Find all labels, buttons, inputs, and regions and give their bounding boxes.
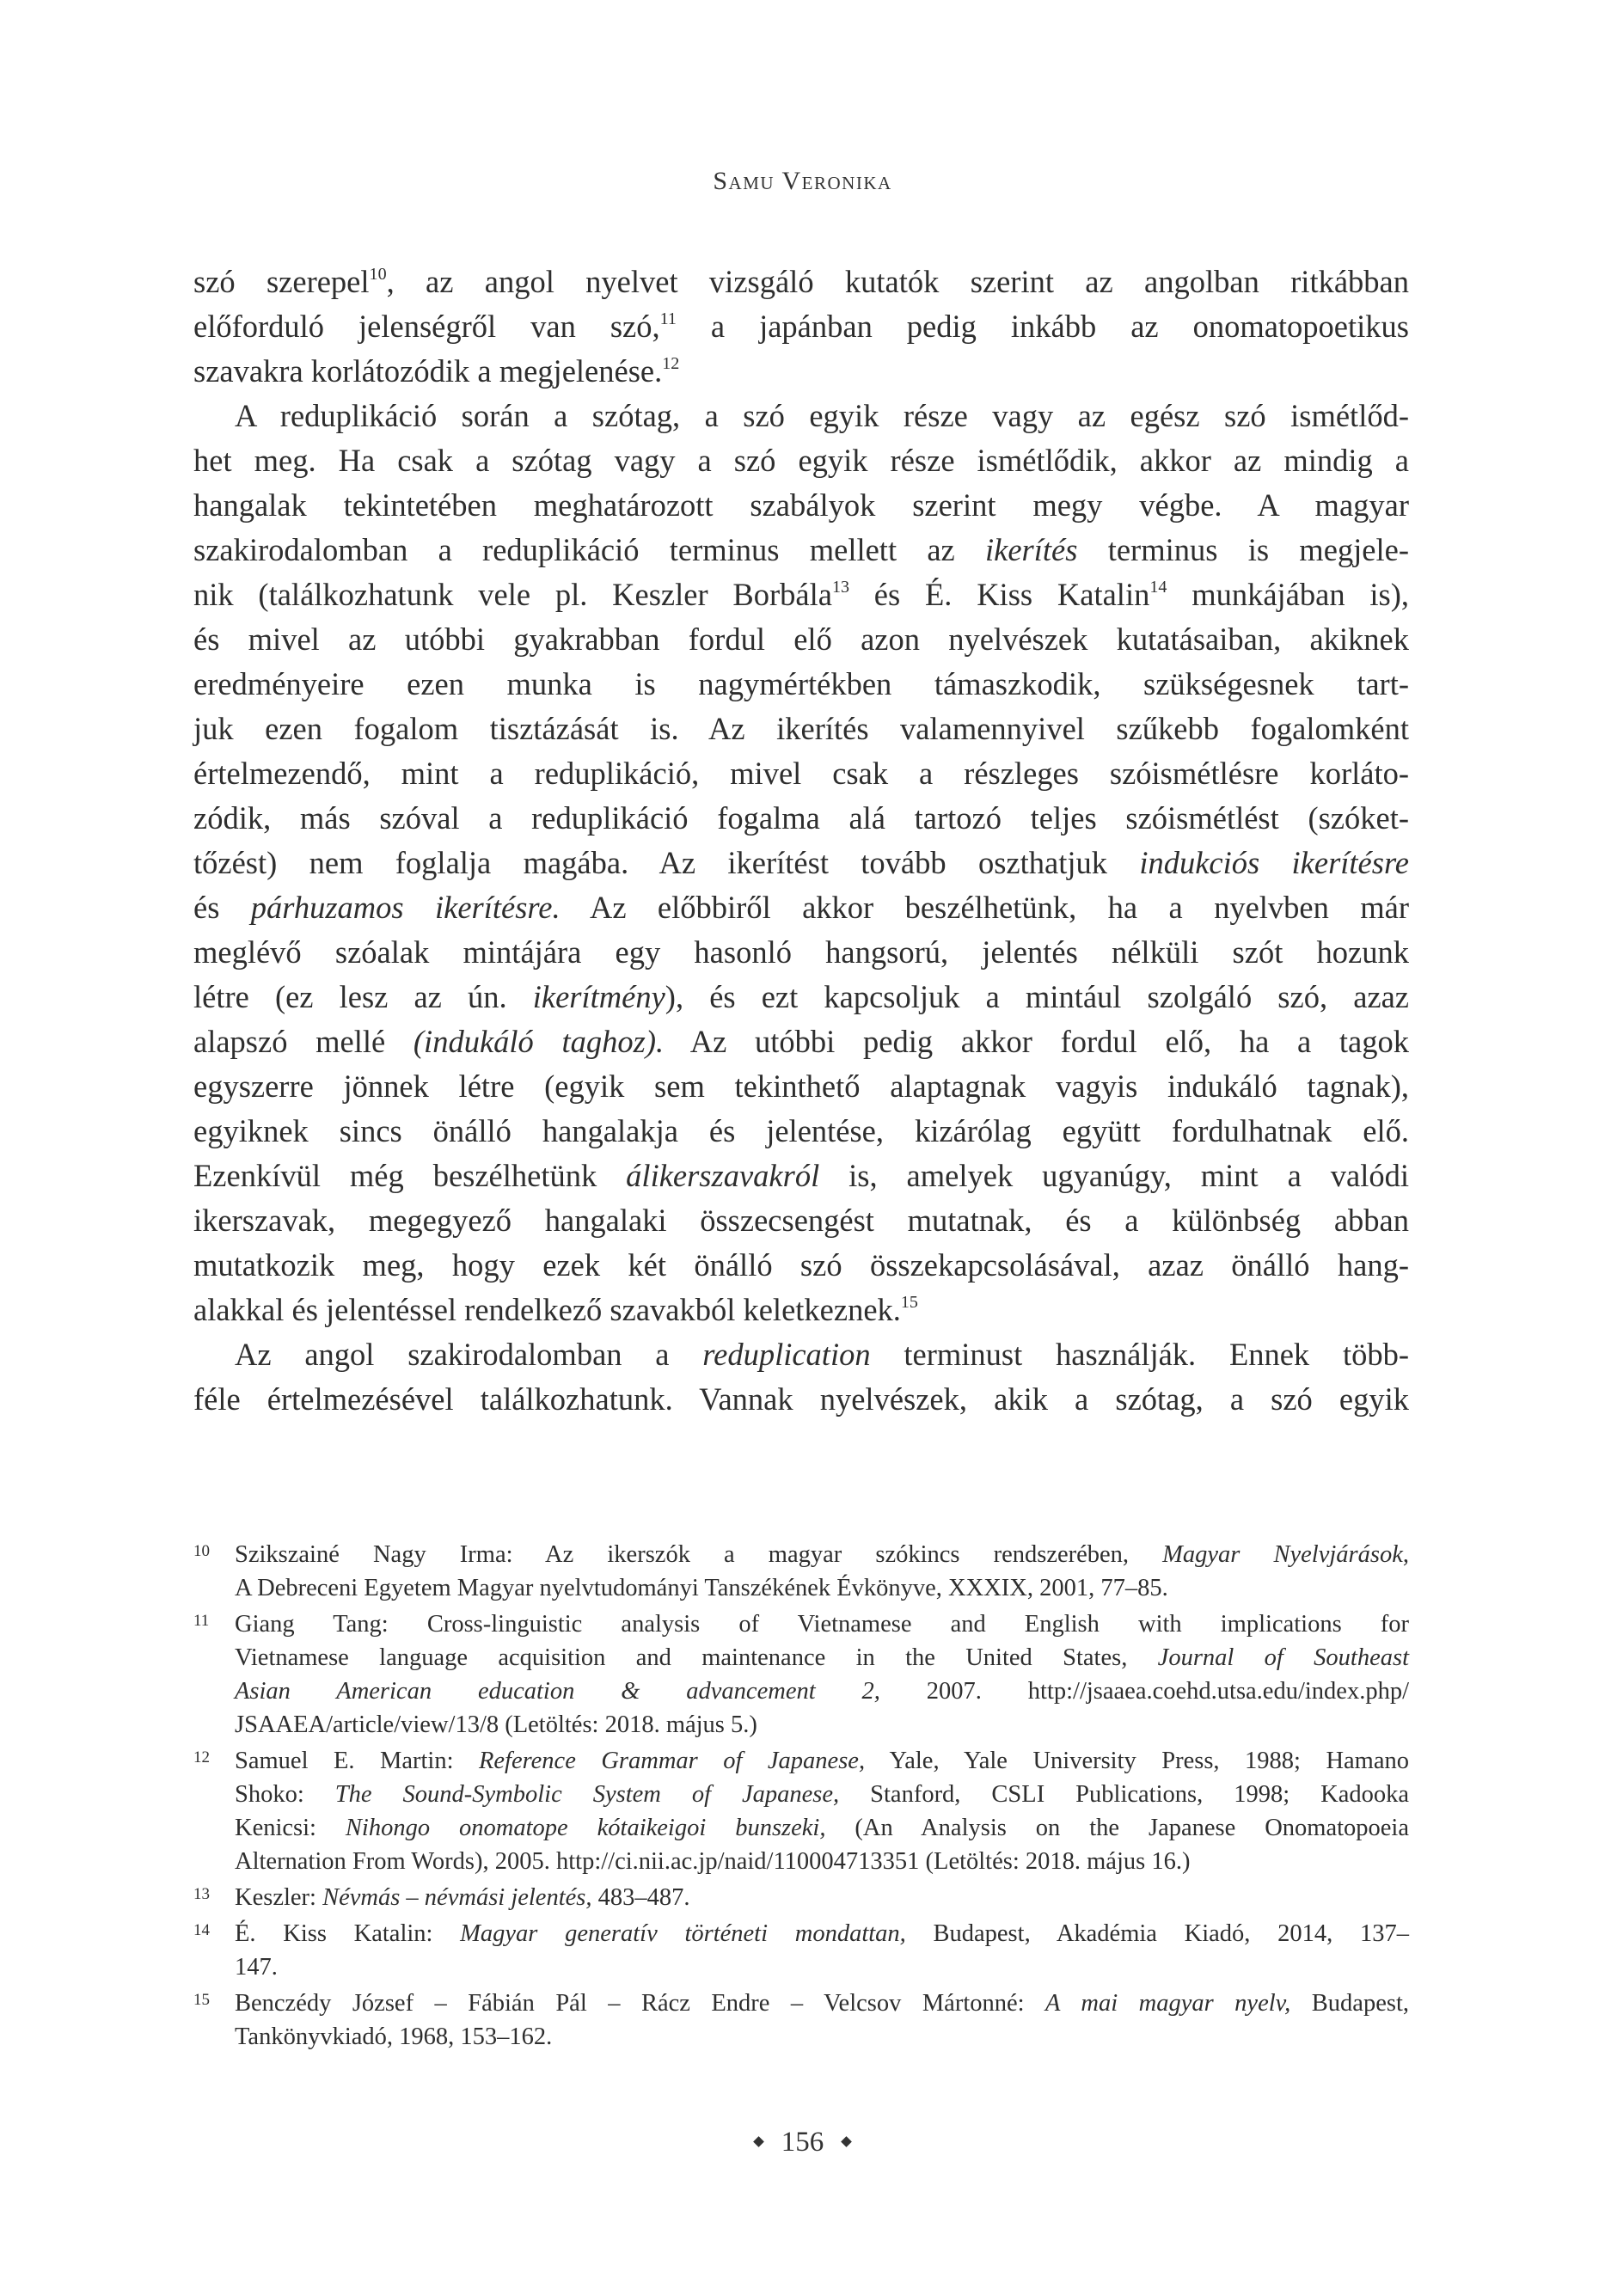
footnote-12 <box>193 1744 1409 1878</box>
page-footer <box>0 2125 1605 2159</box>
text-run: ), és ezt kapcsoljuk a mintául szolgáló szó, azaz <box>665 979 1410 1014</box>
text-run: terminust használják. Ennek több- <box>870 1337 1409 1372</box>
text-run: JSAAEA/article/view/13/8 (Letöltés: 2018. május 5.) <box>235 1711 757 1738</box>
body-text <box>193 260 1409 1422</box>
text-run: Benczédy József – Fábián Pál – Rácz Endre – Velcsov Mártonné: <box>235 1990 1046 2017</box>
footnote-line <box>235 1881 1409 1914</box>
italic-term: ikerítés <box>985 532 1078 567</box>
italic-term: Magyar generatív történeti mondattan, <box>460 1920 906 1947</box>
text-run: Az angol szakirodalomban a <box>235 1337 703 1372</box>
footnotes <box>193 1538 1409 2056</box>
italic-term: párhuzamos ikerítésre. <box>250 890 561 925</box>
body-line <box>193 841 1409 885</box>
italic-term: indukciós ikerítésre <box>1139 845 1410 880</box>
text-run: É. Kiss Katalin: <box>235 1920 461 1947</box>
text-run: 483–487. <box>591 1884 690 1911</box>
body-line <box>193 1109 1409 1154</box>
page-number: 156 <box>781 2127 824 2158</box>
footnote-reference[interactable]: 14 <box>1149 577 1167 597</box>
body-line <box>193 751 1409 796</box>
body-line <box>193 572 1409 617</box>
text-run: Shoko: <box>235 1781 335 1808</box>
footnote-reference[interactable]: 10 <box>369 264 387 284</box>
text-run: egyiknek sincs önálló hangalakja és jelentése, kizárólag együtt fordulhatnak elő. <box>193 1113 1409 1148</box>
text-run: 147. <box>235 1954 278 1981</box>
body-line <box>193 394 1409 438</box>
text-run: előforduló jelenségről van szó, <box>193 309 660 344</box>
italic-term: Nihongo onomatope kótaikeigoi bunszeki, <box>345 1815 826 1841</box>
footnote-line <box>235 2020 1409 2054</box>
running-head: Samu Veronika <box>713 167 892 195</box>
footnote-line <box>235 1744 1409 1778</box>
text-run: is, amelyek ugyanúgy, mint a valódi <box>819 1158 1409 1193</box>
footnote-line <box>235 1571 1409 1605</box>
diamond-bullet-icon <box>753 2136 764 2147</box>
footnote-reference[interactable]: 13 <box>831 577 849 597</box>
footnote-number: 10 <box>193 1542 210 1560</box>
italic-term: Reference Grammar of Japanese, <box>478 1748 866 1774</box>
body-line <box>193 1288 1409 1332</box>
italic-term: Névmás – névmási jelentés, <box>322 1884 592 1911</box>
footnote-reference[interactable]: 15 <box>900 1292 918 1312</box>
italic-term: Asian American education & advancement 2, <box>235 1678 880 1705</box>
text-run: egyszerre jönnek létre (egyik sem tekinthető alaptagnak vagyis indukáló tagnak), <box>193 1068 1409 1104</box>
body-line <box>193 975 1409 1019</box>
text-run: Ezenkívül még beszélhetünk <box>193 1158 627 1193</box>
footnote-number: 13 <box>193 1885 210 1903</box>
text-run: Az előbbiről akkor beszélhetünk, ha a nyelvben már <box>560 890 1410 925</box>
footnote-line <box>235 1778 1409 1811</box>
text-run: terminus is megjele- <box>1077 532 1409 567</box>
footnote-reference[interactable]: 11 <box>659 309 677 328</box>
text-run: alapszó mellé <box>193 1024 414 1059</box>
text-run: Keszler: <box>235 1884 323 1911</box>
text-run: szavakra korlátozódik a megjelenése. <box>193 353 663 389</box>
body-line <box>193 707 1409 751</box>
italic-term: The Sound-Symbolic System of Japanese, <box>334 1781 840 1808</box>
footnote-10 <box>193 1538 1409 1605</box>
body-line <box>193 1332 1409 1377</box>
footnote-line <box>235 1607 1409 1641</box>
footnote-line <box>235 1708 1409 1742</box>
body-line <box>193 885 1409 930</box>
text-run: juk ezen fogalom tisztázását is. Az ikerítés valamennyivel szűkebb fogalomként <box>193 711 1409 746</box>
text-run: zódik, más szóval a reduplikáció fogalma alá tartozó teljes szóismétlést (szóket- <box>193 800 1409 836</box>
footnote-line <box>235 1950 1409 1984</box>
text-run: létre (ez lesz az ún. <box>193 979 533 1014</box>
text-run: és É. Kiss Katalin <box>849 577 1150 612</box>
footnote-15 <box>193 1987 1409 2054</box>
text-run: , <box>1402 1541 1409 1568</box>
italic-term: (indukáló taghoz). <box>413 1024 665 1059</box>
italic-term: álikerszavakról <box>626 1158 820 1193</box>
body-line <box>193 1198 1409 1243</box>
text-run: ikerszavak, megegyező hangalaki összecsengést mutatnak, és a különbség abban <box>193 1203 1409 1238</box>
text-run: Kenicsi: <box>235 1815 346 1841</box>
footnote-line <box>235 1641 1409 1675</box>
body-line <box>193 662 1409 707</box>
text-run: mutatkozik meg, hogy ezek két önálló szó összekapcsolásával, azaz önálló hang- <box>193 1247 1409 1283</box>
footnote-line <box>235 1845 1409 1878</box>
body-line <box>193 796 1409 841</box>
footnote-line <box>235 1917 1409 1950</box>
text-run: szó szerepel <box>193 264 370 299</box>
text-run: 2007. http://jsaaea.coehd.utsa.edu/index.php/ <box>879 1678 1409 1705</box>
text-run: értelmezendő, mint a reduplikáció, mivel csak a részleges szóismétlésre korláto- <box>193 756 1409 791</box>
footnote-13 <box>193 1881 1409 1914</box>
footnote-number: 11 <box>193 1612 210 1630</box>
diamond-bullet-icon <box>841 2136 852 2147</box>
footnote-14 <box>193 1917 1409 1984</box>
text-run: alakkal és jelentéssel rendelkező szavakból keletkeznek. <box>193 1292 901 1327</box>
text-run: Budapest, Akadémia Kiadó, 2014, 137– <box>905 1920 1409 1947</box>
text-run: munkájában is), <box>1167 577 1409 612</box>
body-line <box>193 438 1409 483</box>
text-run: féle értelmezésével találkozhatunk. Vannak nyelvészek, akik a szótag, a szó egyik <box>193 1381 1409 1417</box>
italic-term: reduplication <box>702 1337 871 1372</box>
text-run: A Debreceni Egyetem Magyar nyelvtudományi Tanszékének Évkönyve, XXXIX, 2001, 77–85. <box>235 1575 1168 1601</box>
text-run: a japánban pedig inkább az onomatopoetikus <box>676 309 1409 344</box>
text-run: eredményeire ezen munka is nagymértékben támaszkodik, szükségesnek tart- <box>193 666 1409 701</box>
text-run: (An Analysis on the Japanese Onomatopoeia <box>825 1815 1409 1841</box>
text-run: Szikszainé Nagy Irma: Az ikerszók a magyar szókincs rendszerében, <box>235 1541 1163 1568</box>
footnote-number: 12 <box>193 1748 210 1766</box>
italic-term: Magyar Nyelvjárások <box>1162 1541 1403 1568</box>
body-line <box>193 528 1409 572</box>
body-line <box>193 930 1409 975</box>
footnote-line <box>235 1675 1409 1708</box>
body-line <box>193 1377 1409 1422</box>
text-run: hangalak tekintetében meghatározott szabályok szerint megy végbe. A magyar <box>193 487 1409 523</box>
footnote-line <box>235 1987 1409 2020</box>
text-run: Tankönyvkiadó, 1968, 153–162. <box>235 2024 553 2050</box>
footnote-11 <box>193 1607 1409 1742</box>
text-run: Vietnamese language acquisition and maintenance in the United States, <box>235 1644 1158 1671</box>
text-run: nik (találkozhatunk vele pl. Keszler Borbála <box>193 577 832 612</box>
body-line <box>193 617 1409 662</box>
text-run: meglévő szóalak mintájára egy hasonló hangsorú, jelentés nélküli szót hozunk <box>193 934 1409 970</box>
text-run: Samuel E. Martin: <box>235 1748 479 1774</box>
italic-term: Journal of Southeast <box>1157 1644 1409 1671</box>
body-line <box>193 483 1409 528</box>
footnote-reference[interactable]: 12 <box>662 353 680 373</box>
footnote-line <box>235 1538 1409 1571</box>
text-run: A reduplikáció során a szótag, a szó egyik része vagy az egész szó ismétlőd- <box>235 398 1409 433</box>
footnote-line <box>235 1811 1409 1845</box>
text-run: Yale, Yale University Press, 1988; Hamano <box>865 1748 1409 1774</box>
body-line <box>193 304 1409 349</box>
text-run: Stanford, CSLI Publications, 1998; Kadooka <box>839 1781 1409 1808</box>
text-run: tőzést) nem foglalja magába. Az ikerítést tovább oszthatjuk <box>193 845 1140 880</box>
body-line <box>193 1154 1409 1198</box>
body-line <box>193 1243 1409 1288</box>
footnote-number: 14 <box>193 1921 210 1939</box>
text-run: Az utóbbi pedig akkor fordul elő, ha a tagok <box>664 1024 1409 1059</box>
text-run: , az angol nyelvet vizsgáló kutatók szerint az angolban ritkábban <box>386 264 1409 299</box>
footnote-number: 15 <box>193 1991 210 2009</box>
body-line <box>193 349 1409 394</box>
text-run: Budapest, <box>1290 1990 1409 2017</box>
text-run: het meg. Ha csak a szótag vagy a szó egyik része ismétlődik, akkor az mindig a <box>193 443 1409 478</box>
text-run: Alternation From Words), 2005. http://ci.nii.ac.jp/naid/110004713351 (Letöltés: 2018. május 16.) <box>235 1848 1191 1875</box>
body-line <box>193 1064 1409 1109</box>
text-run: és <box>193 890 251 925</box>
body-line <box>193 1019 1409 1064</box>
italic-term: A mai magyar nyelv, <box>1045 1990 1291 2017</box>
text-run: Giang Tang: Cross-linguistic analysis of Vietnamese and English with implications for <box>235 1611 1409 1638</box>
text-run: szakirodalomban a reduplikáció terminus mellett az <box>193 532 986 567</box>
italic-term: ikerítmény <box>532 979 665 1014</box>
body-line <box>193 260 1409 304</box>
text-run: és mivel az utóbbi gyakrabban fordul elő azon nyelvészek kutatásaiban, akiknek <box>193 621 1409 657</box>
